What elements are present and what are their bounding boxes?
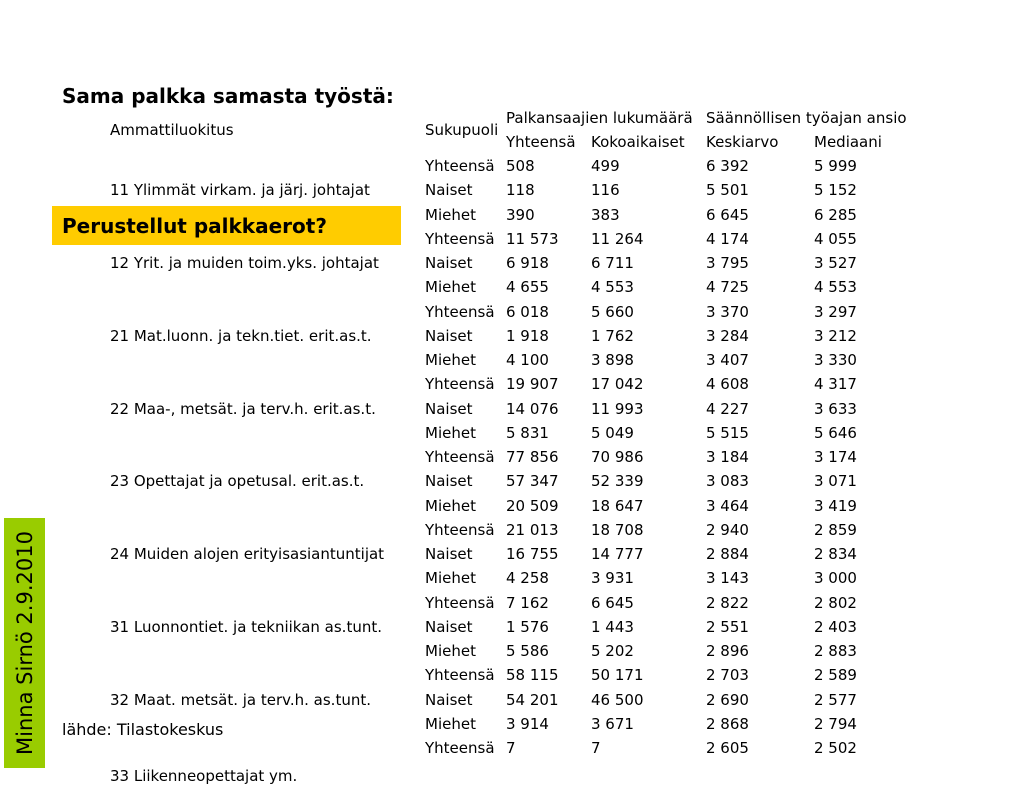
full-time-count-cell: 17 042 [591, 373, 706, 397]
sex-cell: Yhteensä [425, 155, 506, 179]
occupation-cell: 12 Yrit. ja muiden toim.yks. johtajat [0, 227, 425, 300]
median-earnings-cell: 3 297 [814, 300, 924, 324]
median-earnings-cell: 2 883 [814, 640, 924, 664]
header-employee-count: Palkansaajien lukumäärä [506, 106, 706, 130]
total-count-cell: 14 076 [506, 397, 591, 421]
sex-cell: Miehet [425, 276, 506, 300]
mean-earnings-cell: 2 896 [706, 640, 814, 664]
sex-cell: Naiset [425, 688, 506, 712]
table-row [0, 664, 924, 688]
sex-cell: Yhteensä [425, 373, 506, 397]
full-time-count-cell: 18 647 [591, 494, 706, 518]
total-count-cell: 19 907 [506, 373, 591, 397]
sex-cell: Naiset [425, 543, 506, 567]
table-header-row [0, 106, 924, 130]
full-time-count-cell: 499 [591, 155, 706, 179]
full-time-count-cell: 18 708 [591, 518, 706, 542]
median-earnings-cell: 2 802 [814, 591, 924, 615]
source-note: lähde: Tilastokeskus [62, 718, 223, 742]
full-time-count-cell: 11 264 [591, 227, 706, 251]
full-time-count-cell: 14 777 [591, 543, 706, 567]
full-time-count-cell: 52 339 [591, 470, 706, 494]
total-count-cell: 118 [506, 179, 591, 203]
mean-earnings-cell: 3 407 [706, 349, 814, 373]
mean-earnings-cell: 4 227 [706, 397, 814, 421]
full-time-count-cell: 6 711 [591, 252, 706, 276]
header-median: Mediaani [814, 130, 924, 154]
full-time-count-cell: 70 986 [591, 446, 706, 470]
median-earnings-cell: 3 527 [814, 252, 924, 276]
full-time-count-cell: 4 553 [591, 276, 706, 300]
sex-cell: Yhteensä [425, 227, 506, 251]
occupation-cell: 23 Opettajat ja opetusal. erit.as.t. [0, 446, 425, 519]
total-count-cell: 54 201 [506, 688, 591, 712]
header-total: Yhteensä [506, 130, 591, 154]
total-count-cell: 390 [506, 203, 591, 227]
median-earnings-cell: 3 419 [814, 494, 924, 518]
table-row [0, 518, 924, 542]
header-sex: Sukupuoli [425, 106, 506, 155]
mean-earnings-cell: 5 515 [706, 421, 814, 445]
occupation-cell: 11 Ylimmät virkam. ja järj. johtajat [0, 155, 425, 228]
sex-cell: Naiset [425, 470, 506, 494]
median-earnings-cell: 5 646 [814, 421, 924, 445]
full-time-count-cell: 46 500 [591, 688, 706, 712]
sex-cell: Yhteensä [425, 446, 506, 470]
occupation-cell: 33 Liikenneopettajat ym. [0, 761, 425, 785]
mean-earnings-cell: 4 725 [706, 276, 814, 300]
total-count-cell: 6 918 [506, 252, 591, 276]
table-body [0, 155, 924, 785]
total-count-cell: 7 162 [506, 591, 591, 615]
table-row [0, 446, 924, 470]
full-time-count-cell: 3 898 [591, 349, 706, 373]
mean-earnings-cell: 2 605 [706, 737, 814, 761]
total-count-cell: 7 [506, 737, 591, 761]
full-time-count-cell: 5 049 [591, 421, 706, 445]
total-count-cell: 5 586 [506, 640, 591, 664]
full-time-count-cell: 116 [591, 179, 706, 203]
header-regular-earnings: Säännöllisen työajan ansio [706, 106, 924, 130]
mean-earnings-cell: 3 464 [706, 494, 814, 518]
mean-earnings-cell: 2 690 [706, 688, 814, 712]
median-earnings-cell: 3 174 [814, 446, 924, 470]
occupation-cell: 31 Luonnontiet. ja tekniikan as.tunt. [0, 591, 425, 664]
median-earnings-cell: 5 999 [814, 155, 924, 179]
mean-earnings-cell: 2 868 [706, 712, 814, 736]
full-time-count-cell: 5 202 [591, 640, 706, 664]
total-count-cell: 3 914 [506, 712, 591, 736]
sex-cell: Naiset [425, 252, 506, 276]
table-row [0, 300, 924, 324]
full-time-count-cell: 1 762 [591, 324, 706, 348]
sex-cell: Miehet [425, 203, 506, 227]
full-time-count-cell: 3 671 [591, 712, 706, 736]
median-earnings-cell: 5 152 [814, 179, 924, 203]
median-earnings-cell: 4 055 [814, 227, 924, 251]
sex-cell: Yhteensä [425, 591, 506, 615]
table-row [0, 155, 924, 179]
occupation-cell: 32 Maat. metsät. ja terv.h. as.tunt. [0, 664, 425, 737]
header-mean: Keskiarvo [706, 130, 814, 154]
total-count-cell: 57 347 [506, 470, 591, 494]
full-time-count-cell: 50 171 [591, 664, 706, 688]
total-count-cell: 16 755 [506, 543, 591, 567]
total-count-cell: 1 576 [506, 615, 591, 639]
full-time-count-cell: 383 [591, 203, 706, 227]
sex-cell: Naiset [425, 324, 506, 348]
table-row [0, 591, 924, 615]
header-full-time: Kokoaikaiset [591, 130, 706, 154]
total-count-cell: 11 573 [506, 227, 591, 251]
full-time-count-cell: 1 443 [591, 615, 706, 639]
table-row [0, 373, 924, 397]
total-count-cell: 58 115 [506, 664, 591, 688]
median-earnings-cell: 6 285 [814, 203, 924, 227]
total-count-cell: 4 100 [506, 349, 591, 373]
sex-cell: Naiset [425, 397, 506, 421]
total-count-cell: 1 918 [506, 324, 591, 348]
median-earnings-cell: 4 317 [814, 373, 924, 397]
slide-title: Sama palkka samasta työstä: [62, 84, 394, 108]
sex-cell: Yhteensä [425, 300, 506, 324]
mean-earnings-cell: 3 184 [706, 446, 814, 470]
median-earnings-cell: 3 071 [814, 470, 924, 494]
median-earnings-cell: 2 794 [814, 712, 924, 736]
table-row [0, 761, 924, 785]
sex-cell: Miehet [425, 712, 506, 736]
median-earnings-cell: 2 502 [814, 737, 924, 761]
sex-cell: Naiset [425, 179, 506, 203]
total-count-cell: 20 509 [506, 494, 591, 518]
mean-earnings-cell: 3 083 [706, 470, 814, 494]
mean-earnings-cell: 5 501 [706, 179, 814, 203]
mean-earnings-cell: 3 795 [706, 252, 814, 276]
callout-box: Perustellut palkkaerot? [52, 206, 401, 245]
sex-cell: Miehet [425, 640, 506, 664]
mean-earnings-cell: 3 284 [706, 324, 814, 348]
author-tag-text: Minna Sirnö 2.9.2010 [13, 531, 37, 755]
full-time-count-cell: 11 993 [591, 397, 706, 421]
mean-earnings-cell: 2 884 [706, 543, 814, 567]
median-earnings-cell: 3 633 [814, 397, 924, 421]
total-count-cell: 4 258 [506, 567, 591, 591]
sex-cell: Yhteensä [425, 518, 506, 542]
header-occupation: Ammattiluokitus [0, 106, 425, 155]
median-earnings-cell: 3 330 [814, 349, 924, 373]
occupation-cell: 24 Muiden alojen erityisasiantuntijat [0, 518, 425, 591]
median-earnings-cell: 2 589 [814, 664, 924, 688]
author-tag [4, 518, 45, 768]
occupation-cell: 21 Mat.luonn. ja tekn.tiet. erit.as.t. [0, 300, 425, 373]
mean-earnings-cell: 2 940 [706, 518, 814, 542]
mean-earnings-cell: 2 551 [706, 615, 814, 639]
full-time-count-cell: 5 660 [591, 300, 706, 324]
mean-earnings-cell: 2 822 [706, 591, 814, 615]
median-earnings-cell: 2 577 [814, 688, 924, 712]
sex-cell: Naiset [425, 615, 506, 639]
median-earnings-cell: 2 834 [814, 543, 924, 567]
median-earnings-cell: 2 859 [814, 518, 924, 542]
median-earnings-cell: 2 403 [814, 615, 924, 639]
sex-cell: Miehet [425, 567, 506, 591]
mean-earnings-cell: 4 174 [706, 227, 814, 251]
mean-earnings-cell: 6 392 [706, 155, 814, 179]
median-earnings-cell: 3 212 [814, 324, 924, 348]
median-earnings-cell: 4 553 [814, 276, 924, 300]
mean-earnings-cell: 6 645 [706, 203, 814, 227]
sex-cell: Miehet [425, 349, 506, 373]
mean-earnings-cell: 4 608 [706, 373, 814, 397]
full-time-count-cell: 7 [591, 737, 706, 761]
total-count-cell: 5 831 [506, 421, 591, 445]
mean-earnings-cell: 3 370 [706, 300, 814, 324]
total-count-cell: 77 856 [506, 446, 591, 470]
mean-earnings-cell: 3 143 [706, 567, 814, 591]
full-time-count-cell: 3 931 [591, 567, 706, 591]
mean-earnings-cell: 2 703 [706, 664, 814, 688]
total-count-cell: 21 013 [506, 518, 591, 542]
total-count-cell: 4 655 [506, 276, 591, 300]
full-time-count-cell: 6 645 [591, 591, 706, 615]
median-earnings-cell: 3 000 [814, 567, 924, 591]
occupation-cell: 22 Maa-, metsät. ja terv.h. erit.as.t. [0, 373, 425, 446]
total-count-cell: 508 [506, 155, 591, 179]
sex-cell: Miehet [425, 421, 506, 445]
sex-cell: Miehet [425, 494, 506, 518]
sex-cell: Yhteensä [425, 664, 506, 688]
total-count-cell: 6 018 [506, 300, 591, 324]
sex-cell: Yhteensä [425, 737, 506, 761]
